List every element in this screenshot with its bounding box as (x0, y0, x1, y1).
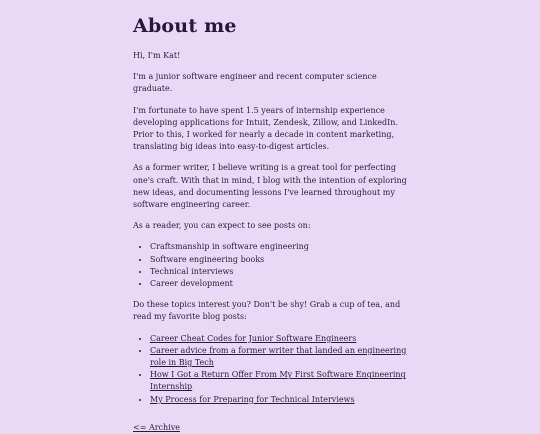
topic-item-books: • Software engineering books (150, 254, 413, 266)
topics-intro-paragraph: As a reader, you can expect to see posts on: (133, 221, 311, 231)
favorite-post-link-career-advice[interactable]: Career advice from a former writer that landed an engineering role in Big Tech (150, 345, 407, 368)
favorite-post-item (150, 369, 413, 393)
experience-paragraph: I'm fortunate to have spent 1.5 years of internship experience developing applications for Intuit, Zendesk, Zillow, and LinkedIn. Prior to this, I worked for nearly a decade in content marketing, translating big ideas into easy-to-digest articles. (133, 105, 398, 152)
favorite-post-link-cheat-codes[interactable]: Career Cheat Codes for Junior Software Engineers (150, 333, 357, 343)
favorite-posts-list (133, 333, 413, 406)
intro-paragraph: I'm a junior software engineer and recent computer science graduate. (133, 72, 377, 94)
topic-item-interviews: • Technical interviews (150, 266, 413, 278)
archive-link[interactable]: <= Archive (133, 422, 180, 432)
favorite-post-link-interview-prep[interactable]: My Process for Preparing for Technical Interviews (150, 394, 355, 404)
favorite-post-link-return-offer[interactable]: How I Got a Return Offer From My First Software Engineering Internship (150, 370, 406, 392)
favorite-post-item (150, 333, 413, 345)
topic-item-career-development: • Career development (150, 278, 413, 290)
greeting-paragraph: Hi, I'm Kat! (133, 51, 181, 60)
page-title: About me (133, 15, 237, 37)
about-content (133, 14, 413, 434)
favorite-post-item (150, 394, 413, 406)
topic-item-craftsmanship: • Craftsmanship in software engineering (150, 241, 413, 253)
writing-paragraph: As a former writer, I believe writing is a great tool for perfecting one's craft. With that in mind, I blog with the intention of exploring new ideas, and documenting lessons I've learned throughout my software engineering career. (133, 163, 407, 210)
favorite-post-item (150, 345, 413, 369)
favorites-intro-paragraph: Do these topics interest you? Don't be shy! Grab a cup of tea, and read my favorite blog posts: (133, 300, 401, 322)
topics-list (133, 241, 413, 290)
